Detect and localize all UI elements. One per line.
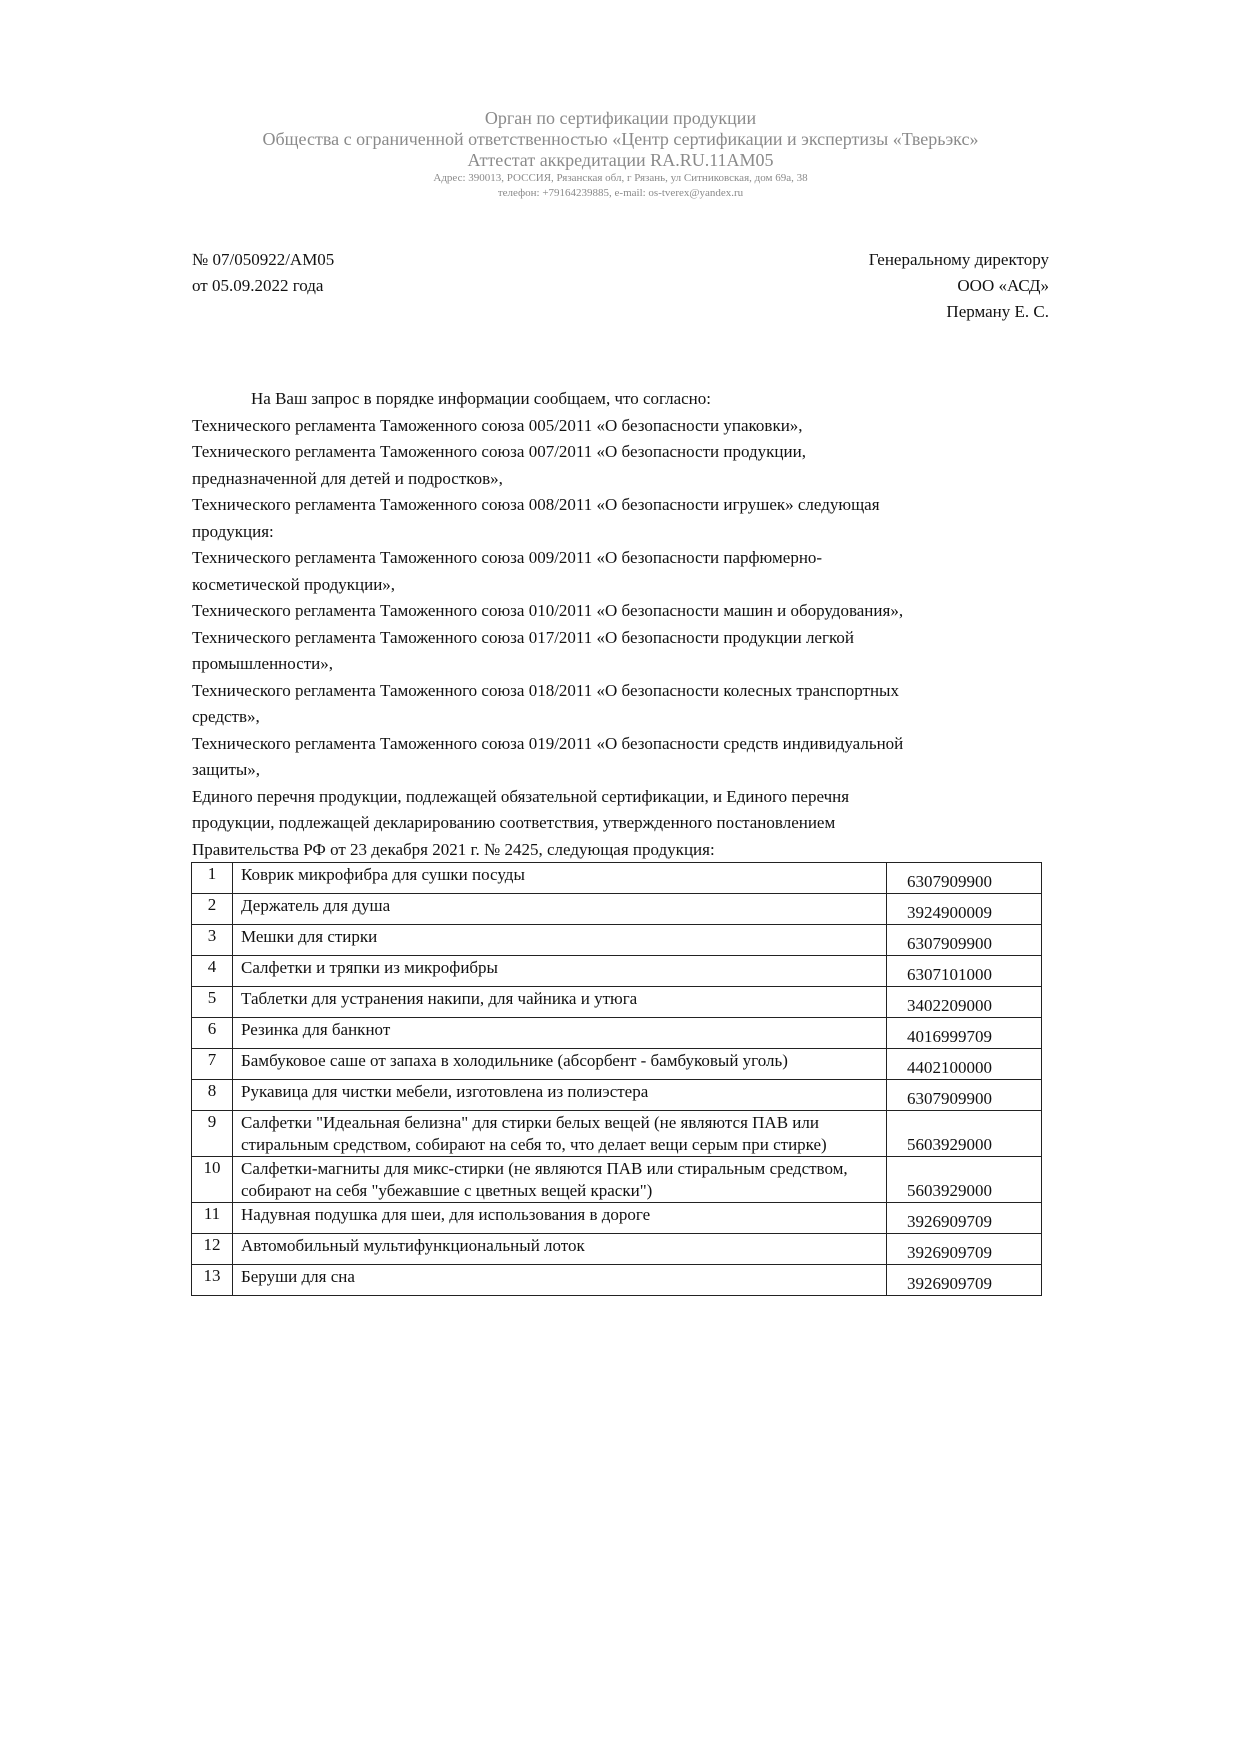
addressee-title: Генеральному директору: [868, 250, 1049, 269]
document-reference: [192, 247, 334, 299]
document-date: от 05.09.2022 года: [192, 276, 324, 295]
document-number: № 07/050922/АМ05: [192, 250, 335, 269]
table-row: [192, 1265, 1042, 1296]
product-code: 4402100000: [887, 1049, 1042, 1080]
body-line: Технического регламента Таможенного союза 018/2011 «О безопасности колесных транспортных: [192, 680, 899, 700]
product-code: 5603929000: [887, 1111, 1042, 1157]
addressee-block: [869, 247, 1049, 325]
product-name: Салфетки-магниты для микс-стирки (не являются ПАВ или стиральным средством, собирают на себя "убежавшие с цветных вещей краски"): [233, 1157, 887, 1203]
body-line: Технического регламента Таможенного союза 019/2011 «О безопасности средств индивидуальной: [192, 733, 904, 753]
product-name: Бамбуковое саше от запаха в холодильнике (абсорбент - бамбуковый уголь): [233, 1049, 887, 1080]
product-code: 6307909900: [887, 1080, 1042, 1111]
addressee-name: Перману Е. С.: [946, 302, 1049, 321]
product-name: Надувная подушка для шеи, для использования в дороге: [233, 1203, 887, 1234]
table-row: [192, 894, 1042, 925]
row-number: 8: [192, 1080, 233, 1111]
row-number: 12: [192, 1234, 233, 1265]
body-line: Правительства РФ от 23 декабря 2021 г. № 2425, следующая продукция:: [192, 839, 715, 859]
product-code: 4016999709: [887, 1018, 1042, 1049]
row-number: 3: [192, 925, 233, 956]
product-name: Рукавица для чистки мебели, изготовлена из полиэстера: [233, 1080, 887, 1111]
product-name: Держатель для душа: [233, 894, 887, 925]
body-line: продукции, подлежащей декларированию соответствия, утвержденного постановлением: [192, 813, 836, 832]
product-name: Мешки для стирки: [233, 925, 887, 956]
body-line: Технического регламента Таможенного союза 010/2011 «О безопасности машин и оборудования»,: [192, 601, 904, 620]
product-code: 6307909900: [887, 863, 1042, 894]
product-code: 5603929000: [887, 1157, 1042, 1203]
addressee-company: ООО «АСД»: [957, 276, 1049, 295]
product-code: 3924900009: [887, 894, 1042, 925]
product-code: 3402209000: [887, 987, 1042, 1018]
product-name: Салфетки "Идеальная белизна" для стирки белых вещей (не являются ПАВ или стиральным средством, собирают на себя то, что делает вещи серым при стирке): [233, 1111, 887, 1157]
body-line: предназначенной для детей и подростков»,: [192, 468, 503, 488]
row-number: 5: [192, 987, 233, 1018]
body-line: средств»,: [192, 707, 260, 726]
letterhead-contacts: телефон: +79164239885, e-mail: os-tverex@yandex.ru: [497, 187, 744, 199]
body-line: Технического регламента Таможенного союза 008/2011 «О безопасности игрушек» следующая: [192, 495, 880, 514]
product-name: Таблетки для устранения накипи, для чайника и утюга: [233, 987, 887, 1018]
products-table: [191, 862, 1042, 1296]
product-code: 3926909709: [887, 1265, 1042, 1296]
product-name: Коврик микрофибра для сушки посуды: [233, 863, 887, 894]
body-line: продукция:: [192, 521, 274, 541]
table-row: [192, 987, 1042, 1018]
row-number: 10: [192, 1157, 233, 1203]
row-number: 4: [192, 956, 233, 987]
product-code: 6307101000: [887, 956, 1042, 987]
body-line: Технического регламента Таможенного союза 009/2011 «О безопасности парфюмерно-: [192, 548, 823, 567]
letterhead-accreditation-line: Аттестат аккредитации RA.RU.11АМ05: [467, 150, 774, 170]
body-line: промышленности»,: [192, 654, 334, 673]
body-line: косметической продукции»,: [192, 574, 396, 594]
table-row: [192, 1203, 1042, 1234]
table-row: [192, 1111, 1042, 1157]
letterhead-address: Адрес: 390013, РОССИЯ, Рязанская обл, г Рязань, ул Ситниковская, дом 69а, 38: [433, 172, 808, 184]
row-number: 6: [192, 1018, 233, 1049]
product-name: Автомобильный мультифункциональный лоток: [233, 1234, 887, 1265]
letter-body: [192, 386, 1054, 863]
table-row: [192, 1080, 1042, 1111]
product-name: Резинка для банкнот: [233, 1018, 887, 1049]
body-line: Технического регламента Таможенного союза 017/2011 «О безопасности продукции легкой: [192, 627, 854, 647]
product-code: 6307909900: [887, 925, 1042, 956]
product-name: Салфетки и тряпки из микрофибры: [233, 956, 887, 987]
letter-intro: На Ваш запрос в порядке информации сообщаем, что согласно:: [251, 389, 711, 408]
letterhead-org-line: Орган по сертификации продукции: [484, 108, 757, 128]
letterhead: [0, 108, 1241, 201]
table-row: [192, 925, 1042, 956]
product-name: Беруши для сна: [233, 1265, 887, 1296]
body-line: Единого перечня продукции, подлежащей обязательной сертификации, и Единого перечня: [192, 786, 850, 806]
product-code: 3926909709: [887, 1203, 1042, 1234]
table-row: [192, 1234, 1042, 1265]
row-number: 2: [192, 894, 233, 925]
body-line: защиты»,: [192, 760, 261, 779]
table-row: [192, 1157, 1042, 1203]
row-number: 7: [192, 1049, 233, 1080]
body-line: Технического регламента Таможенного союза 007/2011 «О безопасности продукции,: [192, 442, 806, 461]
body-line: Технического регламента Таможенного союза 005/2011 «О безопасности упаковки»,: [192, 415, 803, 435]
table-row: [192, 1049, 1042, 1080]
table-row: [192, 863, 1042, 894]
row-number: 11: [192, 1203, 233, 1234]
table-row: [192, 956, 1042, 987]
table-row: [192, 1018, 1042, 1049]
row-number: 13: [192, 1265, 233, 1296]
product-code: 3926909709: [887, 1234, 1042, 1265]
row-number: 1: [192, 863, 233, 894]
row-number: 9: [192, 1111, 233, 1157]
letterhead-company-line: Общества с ограниченной ответственностью «Центр сертификации и экспертизы «Тверьэкс»: [262, 129, 979, 149]
